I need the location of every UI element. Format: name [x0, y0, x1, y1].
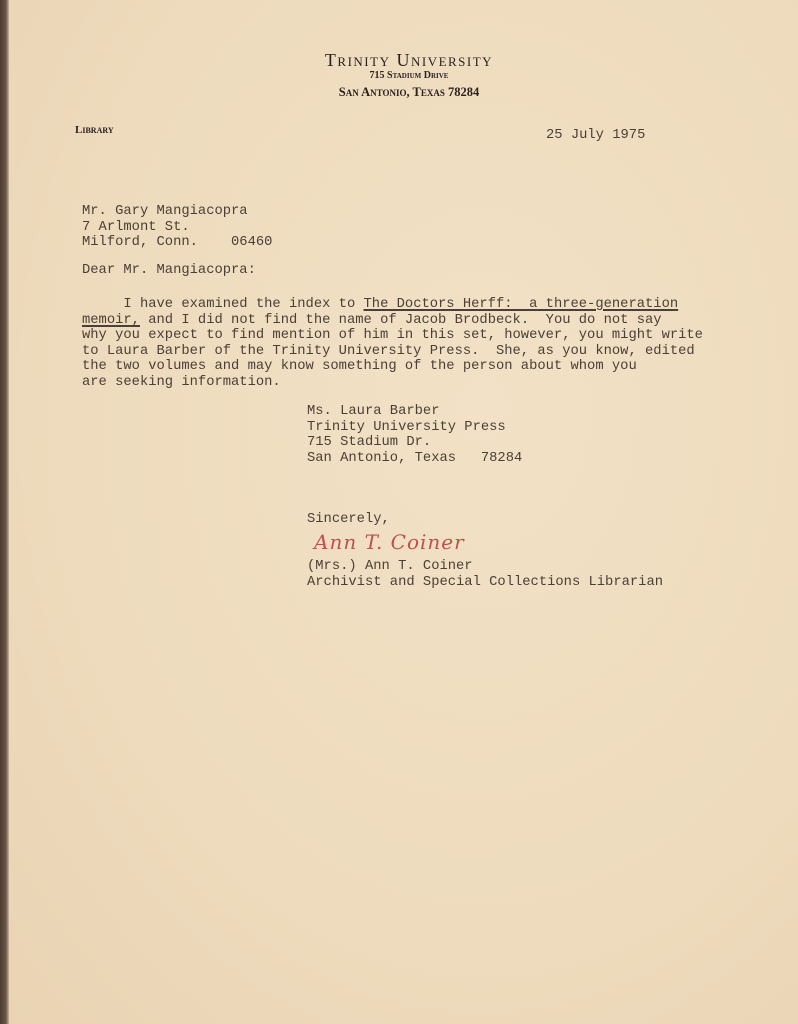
body-line: the two volumes and may know something of the person about whom you — [82, 359, 637, 374]
body-line — [82, 297, 678, 313]
body-line: why you expect to find mention of him in this set, however, you might write — [82, 328, 703, 343]
book-title: memoir, — [82, 313, 140, 328]
closing: Sincerely, — [307, 512, 390, 527]
address-line: 7 Arlmont St. — [82, 220, 190, 235]
body-text: I have examined the index to — [82, 297, 364, 312]
book-title: The Doctors Herff: a three-generation — [363, 297, 679, 312]
letterhead-street: 715 Stadium Drive — [369, 70, 449, 81]
body-text: and I did not find the name of Jacob Brodbeck. You do not say — [139, 313, 662, 328]
signer-title: Archivist and Special Collections Librarian — [307, 575, 664, 590]
body-line — [82, 313, 662, 329]
body-line: are seeking information. — [82, 375, 281, 390]
handwritten-signature: Ann T. Coiner — [314, 530, 465, 554]
letterhead-city: San Antonio, Texas 78284 — [338, 85, 480, 99]
letter-page — [9, 0, 798, 1024]
address-line: Trinity University Press — [307, 420, 506, 435]
address-line: Mr. Gary Mangiacopra — [82, 204, 248, 219]
address-line: 715 Stadium Dr. — [307, 435, 432, 450]
address-line: San Antonio, Texas 78284 — [307, 451, 523, 466]
letter-date: 25 July 1975 — [546, 128, 646, 143]
salutation: Dear Mr. Mangiacopra: — [82, 263, 256, 278]
address-line: Ms. Laura Barber — [307, 404, 440, 419]
address-line: Milford, Conn. 06460 — [82, 235, 273, 250]
letterhead-name: Trinity University — [324, 50, 494, 70]
body-line: to Laura Barber of the Trinity University Press. She, as you know, edited — [82, 344, 695, 359]
signer-name: (Mrs.) Ann T. Coiner — [307, 559, 473, 574]
department-label: Library — [75, 124, 114, 136]
